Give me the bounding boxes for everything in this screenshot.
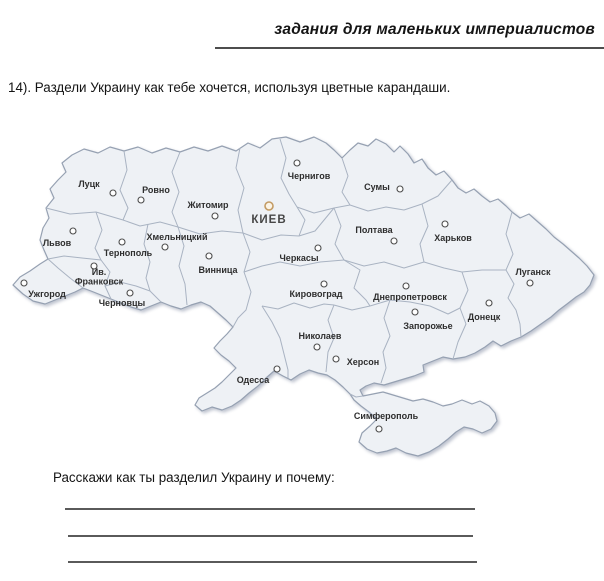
city-marker-icon <box>412 309 418 315</box>
city-marker-icon <box>274 366 280 372</box>
city-marker-icon <box>397 186 403 192</box>
city-label: Хмельницкий <box>146 232 208 242</box>
city-marker-icon <box>212 213 218 219</box>
task-instruction: 14). Раздели Украину как тебе хочется, используя цветные карандаши. <box>8 80 451 95</box>
city-marker-icon <box>321 281 327 287</box>
city-marker-icon <box>162 244 168 250</box>
city-label: Кировоград <box>289 289 343 299</box>
city-label: Симферополь <box>353 411 419 421</box>
city-label: Полтава <box>355 225 393 235</box>
city-label: Чернигов <box>287 171 331 181</box>
city-label: Винница <box>198 265 238 275</box>
city-label: Житомир <box>187 200 229 210</box>
answer-line-3 <box>68 561 477 563</box>
city-label: Запорожье <box>403 321 453 331</box>
capital-marker-icon <box>265 202 273 210</box>
city-label: Сумы <box>364 182 390 192</box>
city-marker-icon <box>314 344 320 350</box>
city-marker-icon <box>70 228 76 234</box>
city-label: Черкасы <box>279 253 319 263</box>
city-marker-icon <box>376 426 382 432</box>
city-marker-icon <box>127 290 133 296</box>
city-label: КИЕВ <box>251 214 287 226</box>
city-marker-icon <box>486 300 492 306</box>
city-label: Луцк <box>78 179 100 189</box>
city-label: Николаев <box>298 331 342 341</box>
city-marker-icon <box>527 280 533 286</box>
city-label: Ужгород <box>28 289 66 299</box>
city-label: Ровно <box>142 185 170 195</box>
footer-prompt: Расскажи как ты разделил Украину и почему: <box>53 470 335 485</box>
city-label: Одесса <box>236 375 270 385</box>
answer-line-2 <box>68 535 473 537</box>
city-marker-icon <box>294 160 300 166</box>
city-marker-icon <box>333 356 339 362</box>
city-label: Ив. Франковск <box>74 267 124 287</box>
city-marker-icon <box>206 253 212 259</box>
city-marker-icon <box>403 283 409 289</box>
city-marker-icon <box>21 280 27 286</box>
city-label: Донецк <box>467 312 501 322</box>
page-header-title: задания для маленьких империалистов <box>274 21 595 38</box>
city-label: Харьков <box>434 233 472 243</box>
city-label: Тернополь <box>103 248 153 258</box>
answer-line-1 <box>65 508 475 510</box>
city-marker-icon <box>110 190 116 196</box>
city-label: Днепропетровск <box>373 292 447 302</box>
city-marker-icon <box>442 221 448 227</box>
city-marker-icon <box>119 239 125 245</box>
city-label: Луганск <box>515 267 551 277</box>
city-label: Львов <box>42 238 72 248</box>
city-label: Херсон <box>346 357 380 367</box>
city-marker-icon <box>138 197 144 203</box>
city-marker-icon <box>391 238 397 244</box>
city-label: Черновцы <box>98 298 146 308</box>
city-marker-icon <box>315 245 321 251</box>
